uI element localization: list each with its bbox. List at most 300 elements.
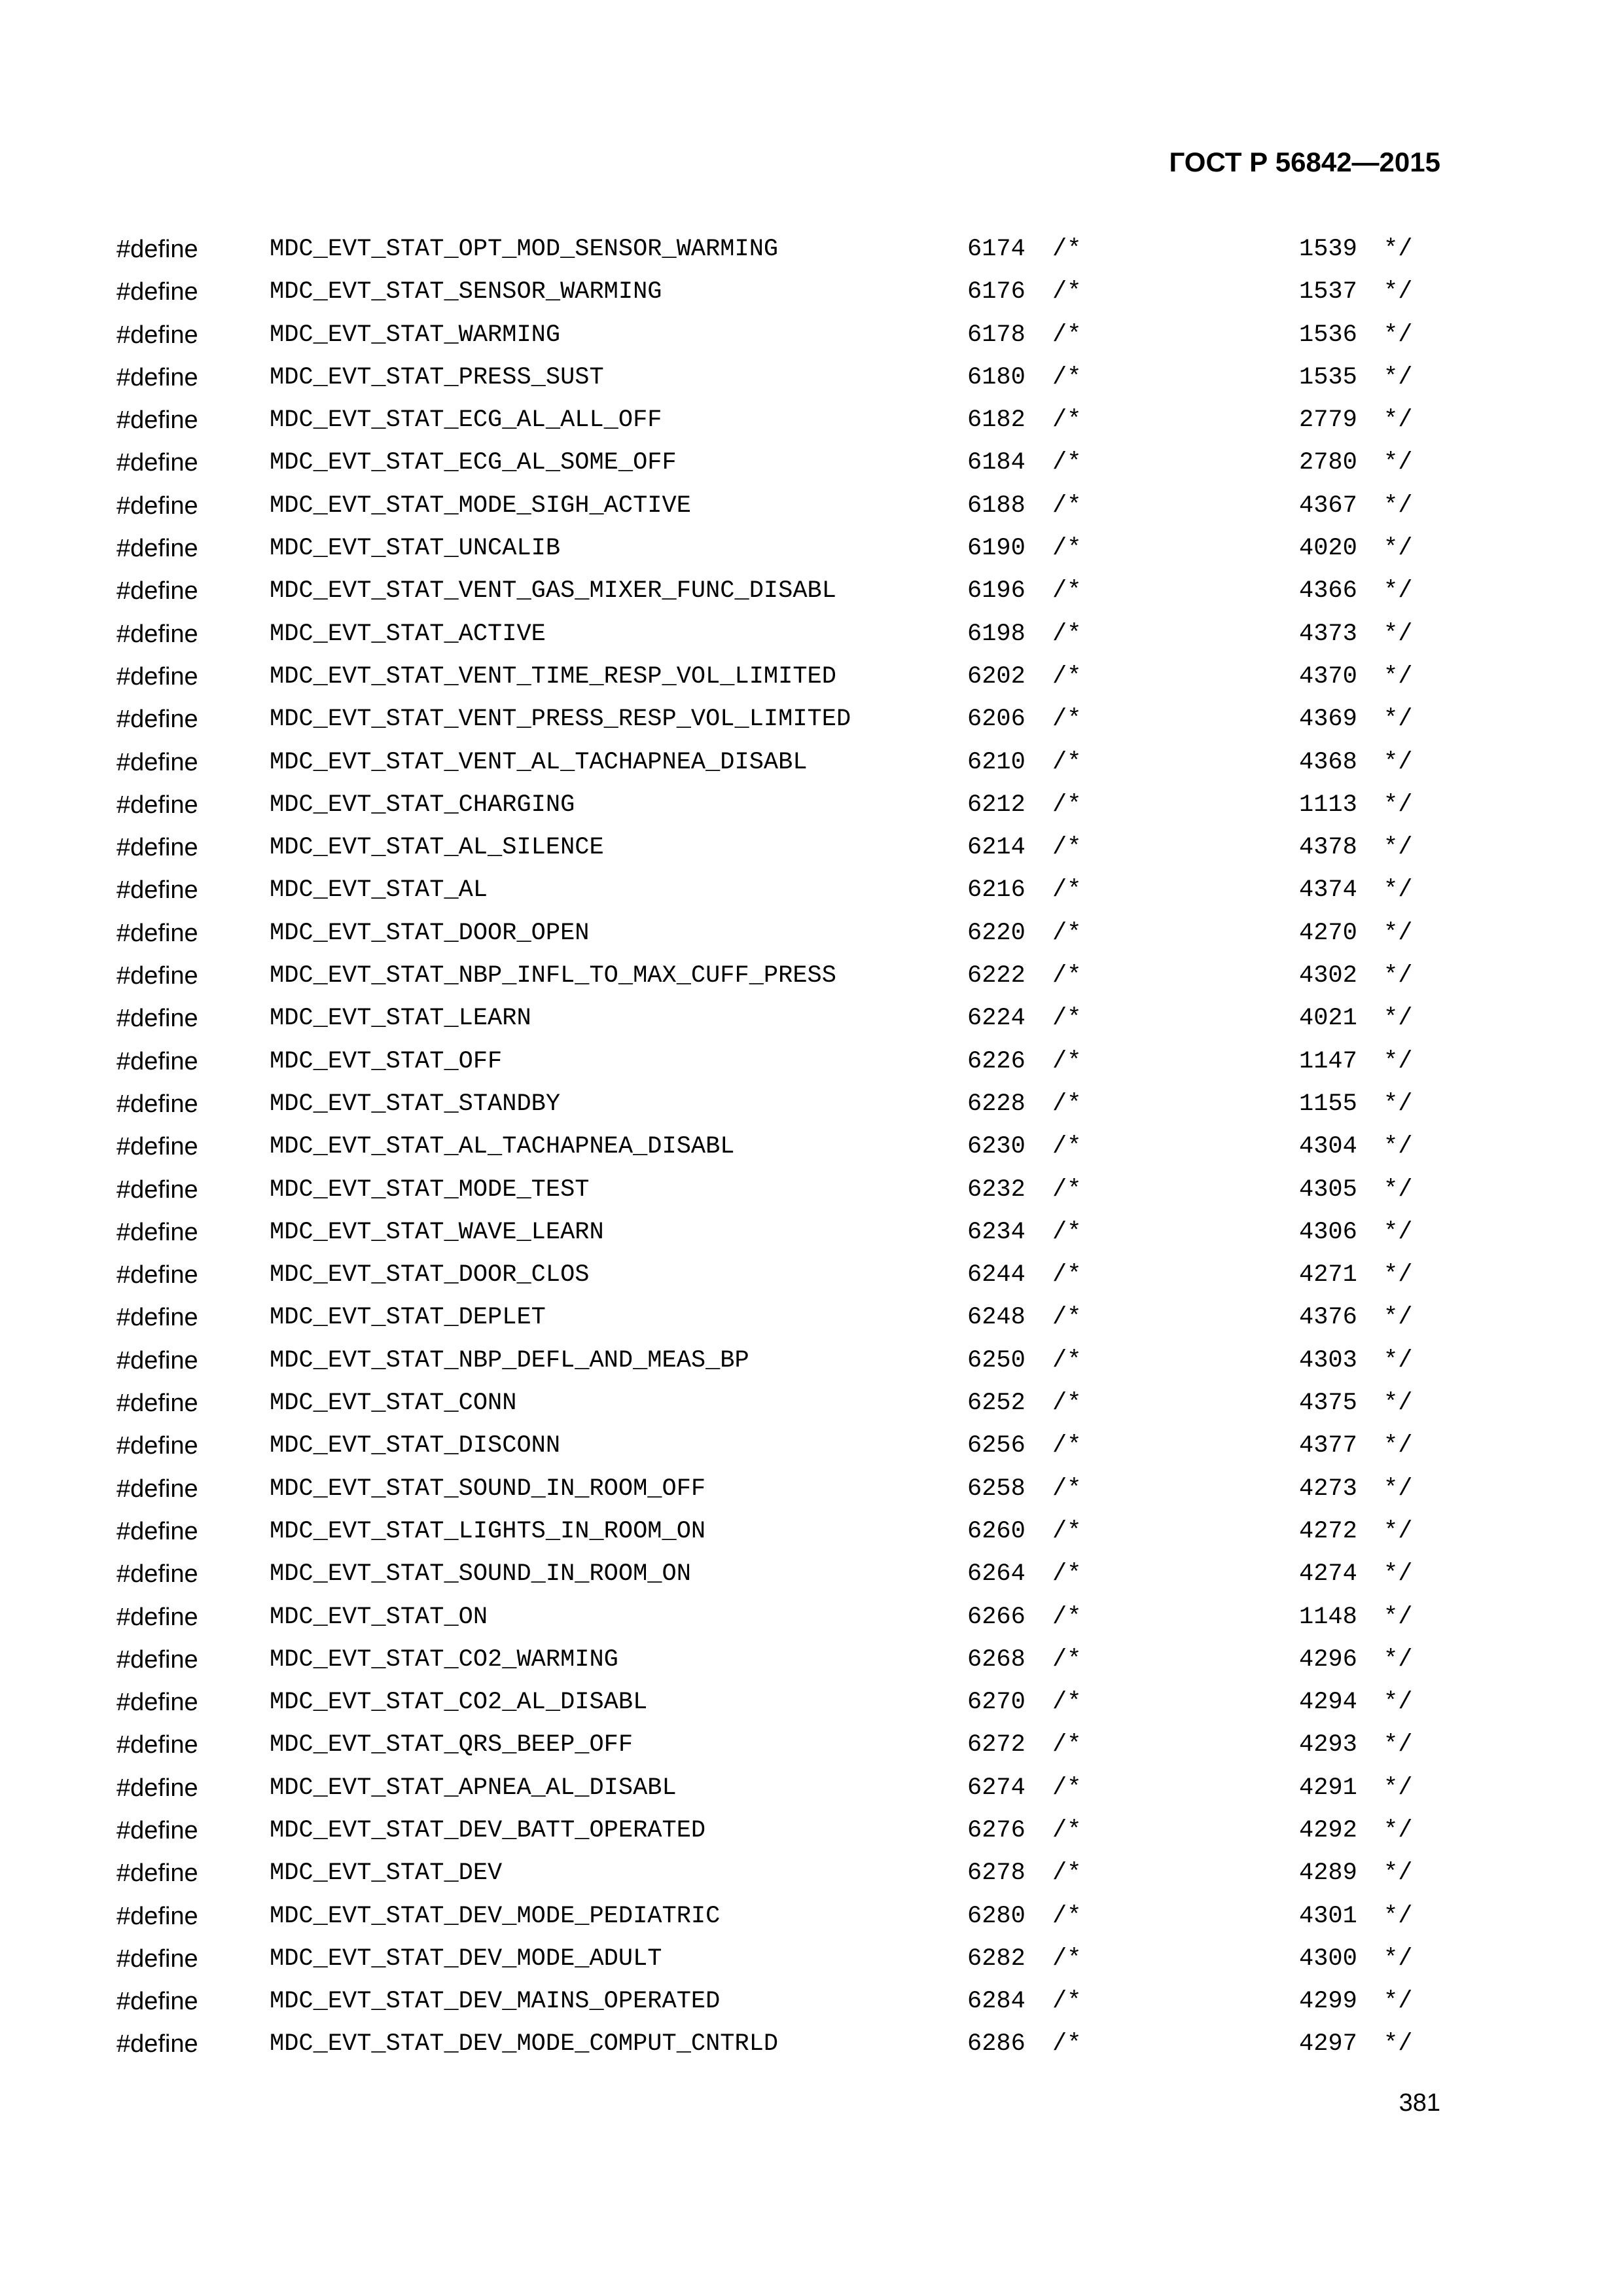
define-row — [0, 1601, 1623, 1643]
define-row — [0, 575, 1623, 617]
define-keyword: #define — [116, 535, 198, 563]
reference-number: 4294 — [1299, 1689, 1357, 1717]
macro-code: 6182 — [967, 406, 1026, 435]
comment-open: /* — [1052, 1304, 1082, 1332]
macro-code: 6184 — [967, 449, 1026, 477]
comment-open: /* — [1052, 1133, 1082, 1161]
macro-code: 6252 — [967, 1390, 1026, 1418]
reference-number: 4300 — [1299, 1945, 1357, 1973]
macro-code: 6196 — [967, 577, 1026, 605]
macro-name: MDC_EVT_STAT_DISCONN — [270, 1432, 561, 1460]
reference-number: 4366 — [1299, 577, 1357, 605]
macro-name: MDC_EVT_STAT_MODE_TEST — [270, 1175, 590, 1204]
comment-open: /* — [1052, 1731, 1082, 1759]
define-row — [0, 960, 1623, 1002]
macro-code: 6258 — [967, 1475, 1026, 1503]
comment-open: /* — [1052, 278, 1082, 306]
reference-number: 4368 — [1299, 748, 1357, 776]
macro-code: 6270 — [967, 1689, 1026, 1717]
define-row — [0, 1857, 1623, 1899]
macro-name: MDC_EVT_STAT_NBP_INFL_TO_MAX_CUFF_PRESS — [270, 962, 836, 990]
define-row — [0, 233, 1623, 276]
macro-name: MDC_EVT_STAT_AL_TACHAPNEA_DISABL — [270, 1133, 735, 1161]
reference-number: 4376 — [1299, 1304, 1357, 1332]
comment-close: */ — [1383, 1218, 1413, 1246]
comment-open: /* — [1052, 1047, 1082, 1075]
comment-open: /* — [1052, 1475, 1082, 1503]
define-keyword: #define — [116, 1261, 198, 1289]
define-keyword: #define — [116, 1047, 198, 1075]
define-row — [0, 1686, 1623, 1729]
macro-code: 6224 — [967, 1005, 1026, 1033]
define-row — [0, 1130, 1623, 1173]
define-keyword: #define — [116, 1859, 198, 1888]
comment-open: /* — [1052, 662, 1082, 691]
macro-name: MDC_EVT_STAT_STANDBY — [270, 1090, 561, 1118]
define-row — [0, 1643, 1623, 1686]
comment-open: /* — [1052, 1346, 1082, 1374]
comment-close: */ — [1383, 1475, 1413, 1503]
define-row — [0, 1515, 1623, 1558]
define-row — [0, 404, 1623, 446]
reference-number: 4274 — [1299, 1560, 1357, 1588]
comment-open: /* — [1052, 577, 1082, 605]
macro-code: 6268 — [967, 1645, 1026, 1674]
reference-number: 1148 — [1299, 1603, 1357, 1631]
define-row — [0, 1174, 1623, 1216]
comment-close: */ — [1383, 1133, 1413, 1161]
define-list — [0, 233, 1623, 2071]
macro-name: MDC_EVT_STAT_CHARGING — [270, 791, 575, 819]
macro-name: MDC_EVT_STAT_CO2_WARMING — [270, 1645, 618, 1674]
comment-open: /* — [1052, 406, 1082, 435]
macro-name: MDC_EVT_STAT_VENT_TIME_RESP_VOL_LIMITED — [270, 662, 836, 691]
reference-number: 4375 — [1299, 1390, 1357, 1418]
define-row — [0, 1814, 1623, 1857]
comment-open: /* — [1052, 363, 1082, 391]
define-keyword: #define — [116, 791, 198, 819]
macro-code: 6212 — [967, 791, 1026, 819]
reference-number: 4377 — [1299, 1432, 1357, 1460]
reference-number: 4272 — [1299, 1517, 1357, 1545]
define-row — [0, 1558, 1623, 1600]
comment-open: /* — [1052, 1560, 1082, 1588]
comment-close: */ — [1383, 363, 1413, 391]
comment-open: /* — [1052, 919, 1082, 947]
comment-close: */ — [1383, 662, 1413, 691]
comment-open: /* — [1052, 1175, 1082, 1204]
reference-number: 4302 — [1299, 962, 1357, 990]
comment-open: /* — [1052, 1945, 1082, 1973]
reference-number: 4369 — [1299, 706, 1357, 734]
comment-close: */ — [1383, 1261, 1413, 1289]
define-keyword: #define — [116, 706, 198, 734]
comment-open: /* — [1052, 748, 1082, 776]
reference-number: 1155 — [1299, 1090, 1357, 1118]
define-row — [0, 917, 1623, 960]
comment-open: /* — [1052, 2030, 1082, 2058]
comment-open: /* — [1052, 1261, 1082, 1289]
define-keyword: #define — [116, 1432, 198, 1460]
comment-close: */ — [1383, 492, 1413, 520]
define-keyword: #define — [116, 834, 198, 862]
reference-number: 4373 — [1299, 620, 1357, 648]
macro-code: 6274 — [967, 1774, 1026, 1802]
reference-number: 4374 — [1299, 876, 1357, 905]
comment-close: */ — [1383, 2030, 1413, 2058]
macro-name: MDC_EVT_STAT_DEPLET — [270, 1304, 546, 1332]
reference-number: 4304 — [1299, 1133, 1357, 1161]
comment-close: */ — [1383, 535, 1413, 563]
macro-code: 6278 — [967, 1859, 1026, 1888]
comment-open: /* — [1052, 1988, 1082, 2016]
reference-number: 1539 — [1299, 236, 1357, 263]
define-keyword: #define — [116, 1560, 198, 1588]
define-keyword: #define — [116, 1945, 198, 1973]
comment-close: */ — [1383, 1603, 1413, 1631]
define-row — [0, 532, 1623, 575]
comment-close: */ — [1383, 1047, 1413, 1075]
macro-code: 6188 — [967, 492, 1026, 520]
define-row — [0, 1387, 1623, 1429]
define-row — [0, 703, 1623, 745]
comment-open: /* — [1052, 1859, 1082, 1888]
comment-close: */ — [1383, 1774, 1413, 1802]
comment-close: */ — [1383, 236, 1413, 263]
define-row — [0, 1943, 1623, 1985]
comment-open: /* — [1052, 535, 1082, 563]
macro-name: MDC_EVT_STAT_QRS_BEEP_OFF — [270, 1731, 633, 1759]
define-row — [0, 1900, 1623, 1943]
reference-number: 1537 — [1299, 278, 1357, 306]
define-keyword: #define — [116, 406, 198, 435]
reference-number: 1536 — [1299, 321, 1357, 349]
macro-name: MDC_EVT_STAT_UNCALIB — [270, 535, 561, 563]
comment-close: */ — [1383, 1859, 1413, 1888]
comment-open: /* — [1052, 620, 1082, 648]
macro-code: 6256 — [967, 1432, 1026, 1460]
macro-name: MDC_EVT_STAT_ECG_AL_SOME_OFF — [270, 449, 677, 477]
macro-code: 6232 — [967, 1175, 1026, 1204]
define-row — [0, 2028, 1623, 2070]
macro-code: 6250 — [967, 1346, 1026, 1374]
define-keyword: #define — [116, 1005, 198, 1033]
macro-code: 6276 — [967, 1816, 1026, 1844]
reference-number: 2779 — [1299, 406, 1357, 435]
macro-code: 6260 — [967, 1517, 1026, 1545]
define-row — [0, 1429, 1623, 1472]
define-keyword: #define — [116, 1774, 198, 1802]
define-keyword: #define — [116, 620, 198, 648]
document-header: ГОСТ Р 56842—2015 — [1169, 147, 1440, 177]
macro-name: MDC_EVT_STAT_DEV_MODE_COMPUT_CNTRLD — [270, 2030, 779, 2058]
comment-open: /* — [1052, 706, 1082, 734]
comment-close: */ — [1383, 1517, 1413, 1545]
define-row — [0, 831, 1623, 874]
reference-number: 4292 — [1299, 1816, 1357, 1844]
define-row — [0, 319, 1623, 361]
define-row — [0, 1045, 1623, 1088]
macro-code: 6234 — [967, 1218, 1026, 1246]
define-keyword: #define — [116, 577, 198, 605]
comment-close: */ — [1383, 1560, 1413, 1588]
comment-close: */ — [1383, 962, 1413, 990]
macro-name: MDC_EVT_STAT_LEARN — [270, 1005, 531, 1033]
reference-number: 4289 — [1299, 1859, 1357, 1888]
define-keyword: #define — [116, 1988, 198, 2016]
define-keyword: #define — [116, 748, 198, 776]
macro-name: MDC_EVT_STAT_AL — [270, 876, 488, 905]
page-number: 381 — [1399, 2089, 1440, 2117]
reference-number: 1535 — [1299, 363, 1357, 391]
comment-open: /* — [1052, 1218, 1082, 1246]
comment-close: */ — [1383, 876, 1413, 905]
comment-close: */ — [1383, 620, 1413, 648]
comment-close: */ — [1383, 748, 1413, 776]
macro-code: 6216 — [967, 876, 1026, 905]
define-keyword: #define — [116, 321, 198, 349]
comment-open: /* — [1052, 1645, 1082, 1674]
comment-open: /* — [1052, 1090, 1082, 1118]
define-row — [0, 1002, 1623, 1045]
comment-close: */ — [1383, 1005, 1413, 1033]
define-keyword: #define — [116, 1304, 198, 1332]
macro-code: 6210 — [967, 748, 1026, 776]
reference-number: 4021 — [1299, 1005, 1357, 1033]
define-keyword: #define — [116, 876, 198, 905]
macro-name: MDC_EVT_STAT_MODE_SIGH_ACTIVE — [270, 492, 691, 520]
comment-open: /* — [1052, 1816, 1082, 1844]
define-row — [0, 746, 1623, 789]
define-row — [0, 361, 1623, 404]
macro-code: 6230 — [967, 1133, 1026, 1161]
macro-name: MDC_EVT_STAT_DEV_MODE_PEDIATRIC — [270, 1902, 721, 1930]
comment-close: */ — [1383, 1988, 1413, 2016]
macro-name: MDC_EVT_STAT_WARMING — [270, 321, 561, 349]
define-keyword: #define — [116, 1133, 198, 1161]
comment-close: */ — [1383, 1945, 1413, 1973]
macro-code: 6198 — [967, 620, 1026, 648]
reference-number: 4273 — [1299, 1475, 1357, 1503]
comment-close: */ — [1383, 1432, 1413, 1460]
comment-close: */ — [1383, 706, 1413, 734]
comment-close: */ — [1383, 1689, 1413, 1717]
macro-name: MDC_EVT_STAT_PRESS_SUST — [270, 363, 604, 391]
define-row — [0, 1301, 1623, 1344]
define-row — [0, 618, 1623, 660]
comment-close: */ — [1383, 791, 1413, 819]
reference-number: 4271 — [1299, 1261, 1357, 1289]
comment-open: /* — [1052, 834, 1082, 862]
reference-number: 4270 — [1299, 919, 1357, 947]
comment-close: */ — [1383, 406, 1413, 435]
macro-code: 6280 — [967, 1902, 1026, 1930]
reference-number: 4291 — [1299, 1774, 1357, 1802]
define-keyword: #define — [116, 1390, 198, 1418]
macro-code: 6190 — [967, 535, 1026, 563]
comment-open: /* — [1052, 236, 1082, 263]
reference-number: 1147 — [1299, 1047, 1357, 1075]
define-keyword: #define — [116, 449, 198, 477]
reference-number: 2780 — [1299, 449, 1357, 477]
reference-number: 4367 — [1299, 492, 1357, 520]
reference-number: 4370 — [1299, 662, 1357, 691]
macro-code: 6220 — [967, 919, 1026, 947]
define-keyword: #define — [116, 1175, 198, 1204]
comment-open: /* — [1052, 1432, 1082, 1460]
macro-name: MDC_EVT_STAT_SOUND_IN_ROOM_OFF — [270, 1475, 706, 1503]
reference-number: 4306 — [1299, 1218, 1357, 1246]
macro-name: MDC_EVT_STAT_CO2_AL_DISABL — [270, 1689, 648, 1717]
macro-code: 6284 — [967, 1988, 1026, 2016]
macro-code: 6202 — [967, 662, 1026, 691]
macro-name: MDC_EVT_STAT_DEV_MAINS_OPERATED — [270, 1988, 721, 2016]
define-keyword: #define — [116, 278, 198, 306]
define-row — [0, 1259, 1623, 1301]
macro-name: MDC_EVT_STAT_CONN — [270, 1390, 517, 1418]
comment-close: */ — [1383, 1731, 1413, 1759]
comment-open: /* — [1052, 1005, 1082, 1033]
macro-name: MDC_EVT_STAT_DEV_MODE_ADULT — [270, 1945, 662, 1973]
macro-code: 6264 — [967, 1560, 1026, 1588]
macro-code: 6228 — [967, 1090, 1026, 1118]
reference-number: 4297 — [1299, 2030, 1357, 2058]
macro-name: MDC_EVT_STAT_VENT_PRESS_RESP_VOL_LIMITED — [270, 706, 851, 734]
comment-close: */ — [1383, 1902, 1413, 1930]
define-row — [0, 874, 1623, 916]
macro-name: MDC_EVT_STAT_ECG_AL_ALL_OFF — [270, 406, 662, 435]
define-row — [0, 1772, 1623, 1814]
macro-name: MDC_EVT_STAT_DEV_BATT_OPERATED — [270, 1816, 706, 1844]
define-keyword: #define — [116, 1645, 198, 1674]
comment-close: */ — [1383, 321, 1413, 349]
macro-name: MDC_EVT_STAT_NBP_DEFL_AND_MEAS_BP — [270, 1346, 749, 1374]
macro-name: MDC_EVT_STAT_ON — [270, 1603, 488, 1631]
macro-code: 6174 — [967, 236, 1026, 263]
define-row — [0, 1088, 1623, 1130]
define-row — [0, 1985, 1623, 2028]
define-row — [0, 1344, 1623, 1387]
reference-number: 4303 — [1299, 1346, 1357, 1374]
comment-open: /* — [1052, 876, 1082, 905]
reference-number: 4296 — [1299, 1645, 1357, 1674]
define-keyword: #define — [116, 662, 198, 691]
macro-name: MDC_EVT_STAT_DEV — [270, 1859, 503, 1888]
comment-open: /* — [1052, 1603, 1082, 1631]
macro-code: 6286 — [967, 2030, 1026, 2058]
macro-name: MDC_EVT_STAT_LIGHTS_IN_ROOM_ON — [270, 1517, 706, 1545]
comment-open: /* — [1052, 791, 1082, 819]
comment-open: /* — [1052, 962, 1082, 990]
macro-name: MDC_EVT_STAT_OPT_MOD_SENSOR_WARMING — [270, 236, 779, 263]
reference-number: 4299 — [1299, 1988, 1357, 2016]
comment-close: */ — [1383, 1304, 1413, 1332]
reference-number: 4301 — [1299, 1902, 1357, 1930]
macro-code: 6178 — [967, 321, 1026, 349]
define-keyword: #define — [116, 1902, 198, 1930]
macro-name: MDC_EVT_STAT_VENT_AL_TACHAPNEA_DISABL — [270, 748, 808, 776]
comment-close: */ — [1383, 1346, 1413, 1374]
define-keyword: #define — [116, 236, 198, 263]
define-row — [0, 1216, 1623, 1259]
define-row — [0, 1473, 1623, 1515]
macro-code: 6272 — [967, 1731, 1026, 1759]
comment-close: */ — [1383, 1175, 1413, 1204]
macro-name: MDC_EVT_STAT_APNEA_AL_DISABL — [270, 1774, 677, 1802]
comment-close: */ — [1383, 577, 1413, 605]
comment-open: /* — [1052, 1689, 1082, 1717]
define-keyword: #define — [116, 1731, 198, 1759]
define-row — [0, 660, 1623, 703]
macro-code: 6176 — [967, 278, 1026, 306]
define-row — [0, 276, 1623, 318]
reference-number: 4293 — [1299, 1731, 1357, 1759]
reference-number: 4305 — [1299, 1175, 1357, 1204]
comment-close: */ — [1383, 919, 1413, 947]
comment-open: /* — [1052, 1902, 1082, 1930]
macro-name: MDC_EVT_STAT_SOUND_IN_ROOM_ON — [270, 1560, 691, 1588]
macro-code: 6282 — [967, 1945, 1026, 1973]
macro-code: 6180 — [967, 363, 1026, 391]
define-keyword: #define — [116, 1218, 198, 1246]
macro-name: MDC_EVT_STAT_WAVE_LEARN — [270, 1218, 604, 1246]
macro-name: MDC_EVT_STAT_OFF — [270, 1047, 503, 1075]
comment-close: */ — [1383, 834, 1413, 862]
reference-number: 4020 — [1299, 535, 1357, 563]
comment-close: */ — [1383, 1090, 1413, 1118]
comment-close: */ — [1383, 449, 1413, 477]
define-row — [0, 1729, 1623, 1771]
define-keyword: #define — [116, 919, 198, 947]
macro-name: MDC_EVT_STAT_DOOR_OPEN — [270, 919, 590, 947]
define-keyword: #define — [116, 1090, 198, 1118]
comment-open: /* — [1052, 449, 1082, 477]
macro-code: 6248 — [967, 1304, 1026, 1332]
macro-name: MDC_EVT_STAT_DOOR_CLOS — [270, 1261, 590, 1289]
define-row — [0, 789, 1623, 831]
comment-open: /* — [1052, 1774, 1082, 1802]
comment-close: */ — [1383, 1816, 1413, 1844]
comment-open: /* — [1052, 1517, 1082, 1545]
macro-name: MDC_EVT_STAT_AL_SILENCE — [270, 834, 604, 862]
macro-name: MDC_EVT_STAT_ACTIVE — [270, 620, 546, 648]
comment-open: /* — [1052, 492, 1082, 520]
define-keyword: #define — [116, 962, 198, 990]
define-row — [0, 446, 1623, 489]
comment-close: */ — [1383, 278, 1413, 306]
define-keyword: #define — [116, 1603, 198, 1631]
macro-code: 6244 — [967, 1261, 1026, 1289]
comment-open: /* — [1052, 1390, 1082, 1418]
define-row — [0, 490, 1623, 532]
reference-number: 1113 — [1299, 791, 1357, 819]
macro-code: 6222 — [967, 962, 1026, 990]
define-keyword: #define — [116, 363, 198, 391]
define-keyword: #define — [116, 1346, 198, 1374]
macro-code: 6266 — [967, 1603, 1026, 1631]
define-keyword: #define — [116, 492, 198, 520]
define-keyword: #define — [116, 1689, 198, 1717]
comment-close: */ — [1383, 1390, 1413, 1418]
macro-code: 6214 — [967, 834, 1026, 862]
macro-name: MDC_EVT_STAT_SENSOR_WARMING — [270, 278, 662, 306]
macro-code: 6206 — [967, 706, 1026, 734]
macro-code: 6226 — [967, 1047, 1026, 1075]
define-keyword: #define — [116, 1816, 198, 1844]
define-keyword: #define — [116, 2030, 198, 2058]
comment-close: */ — [1383, 1645, 1413, 1674]
comment-open: /* — [1052, 321, 1082, 349]
